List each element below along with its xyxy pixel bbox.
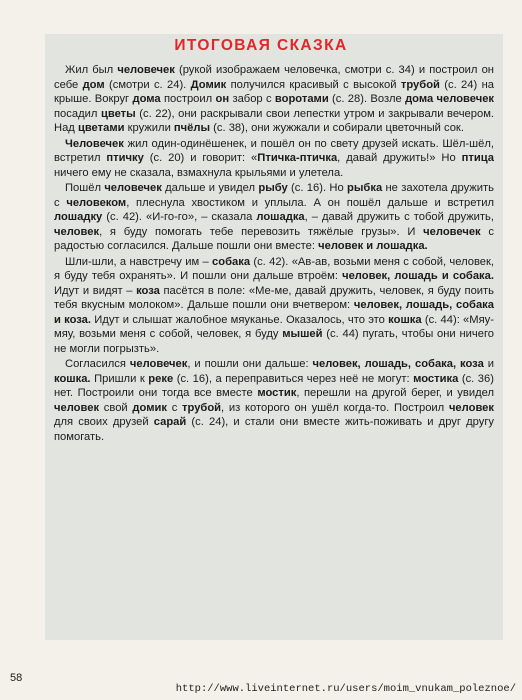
text-run: (с. 42). «Ав-ав, возьми меня с собой, человек, я буду тебя охранять». И пошли они дальше втроём: (54, 255, 494, 282)
bold-keyword: коза (136, 284, 160, 297)
bold-keyword: воротами (274, 93, 329, 105)
bold-keyword: человечек (117, 64, 175, 76)
story-text (54, 63, 494, 444)
bold-keyword: цветами (77, 122, 125, 134)
bold-keyword: Домик (190, 78, 227, 91)
text-run: (с. 16), а переправиться через неё не могут: (173, 372, 414, 385)
text-run: , и пошли они дальше: (187, 358, 313, 370)
text-run: Идут и слышат жалобное мяуканье. Оказалось, что это (91, 313, 389, 326)
bold-keyword: рыбу (258, 182, 288, 194)
bold-keyword: Человечек (65, 137, 124, 150)
bold-keyword: домик (132, 401, 167, 414)
text-run: (с. 28). Возле (328, 93, 406, 105)
bold-keyword: мышей (282, 328, 323, 340)
bold-keyword: человечек (129, 358, 188, 370)
bold-keyword: сарай (153, 416, 187, 428)
bold-keyword: трубой (400, 78, 440, 91)
text-run: (смотри с. 24). (104, 78, 191, 91)
text-run: (с. 24), и стали они вместе жить-поживать и друг другу помогать. (54, 416, 495, 443)
bold-keyword: трубой (182, 401, 222, 414)
story-paragraph (54, 137, 494, 181)
bold-keyword: мостик (257, 387, 297, 399)
bold-keyword: лошадку (54, 211, 103, 223)
text-run: (с. 44): «Мяу-мяу, возьми меня с собой, человек, я буду (54, 313, 494, 340)
bold-keyword: кошка (388, 313, 422, 326)
text-run: Пошёл (65, 182, 105, 194)
text-run: Жил был (65, 64, 118, 76)
text-run: Пришли к (90, 372, 149, 385)
bold-keyword: кошка. (54, 372, 91, 385)
text-run: (с. 22), они раскрывали свои лепестки утром и закрывали вечером. Над (54, 107, 494, 134)
bold-keyword: человек (54, 401, 100, 414)
text-run: Шли-шли, а навстречу им – (65, 255, 213, 268)
text-run: посадил (54, 107, 101, 120)
text-run: для своих друзей (54, 416, 154, 428)
text-run: , перешли на другой берег, и увидел (296, 387, 494, 399)
bold-keyword: он (215, 93, 230, 105)
bold-keyword: птичку (106, 152, 144, 164)
text-run: свой (99, 401, 133, 414)
text-run: (с. 42). «И-го-го», – сказала (102, 211, 257, 223)
bold-keyword: человек и лошадка. (318, 240, 428, 252)
bold-keyword: пчёлы (173, 122, 211, 134)
bold-keyword: рыбка (347, 182, 383, 194)
page-title: ИТОГОВАЯ СКАЗКА (174, 37, 348, 54)
bold-keyword: цветы (100, 107, 136, 120)
text-run: , давай дружить!» Но (337, 152, 462, 164)
text-run: , я буду помогать тебе перевозить тяжёлые грузы». И (99, 225, 424, 238)
story-paragraph (54, 255, 494, 357)
text-run: (с. 20) и говорит: « (143, 152, 258, 164)
bold-keyword: Птичка-птичка (257, 152, 338, 164)
text-run: ничего ему не сказала, взмахнула крыльями и улетела. (54, 166, 344, 179)
text-run: пасётся в поле: «Ме-ме, давай дружить, человек, я буду поить тебя вкусным молоком». Дальше пошли они вчетвером: (54, 284, 494, 311)
text-run: жил один-одинёшенек, и пошёл он по свету друзей искать. Шёл-шёл, встретил (54, 137, 494, 164)
story-paragraph (54, 357, 494, 444)
bold-keyword: человечек (104, 182, 162, 194)
text-run: получился красивый с высокой (226, 78, 401, 91)
story-paragraph (54, 181, 494, 254)
bold-keyword: птица (461, 152, 494, 164)
text-run: , из которого он ушёл когда-то. Построил (221, 401, 449, 414)
text-run: с (166, 401, 183, 414)
bold-keyword: лошадка (256, 211, 305, 223)
text-run: (рукой изображаем человечка, смотри с. 34) и построил он себе (54, 64, 494, 91)
text-run: построил (160, 93, 216, 105)
text-run: кружили (124, 122, 174, 134)
text-run: (с. 24) на крыше. Вокруг (54, 78, 494, 105)
watermark-url: http://www.liveinternet.ru/users/moim_vnukam_poleznoe/ (175, 683, 516, 695)
text-run: (с. 36) нет. Построили они тогда все вместе (54, 372, 494, 399)
bold-keyword: человечек (423, 225, 481, 238)
text-run: (с. 38), они жужжали и собирали цветочный сок. (210, 122, 464, 134)
text-run: Согласился (65, 358, 130, 370)
bold-keyword: человеком (66, 196, 127, 209)
bold-keyword: реке (148, 372, 174, 385)
bold-keyword: человек (448, 401, 494, 414)
bold-keyword: дома (132, 93, 161, 105)
text-run: , – давай дружить с тобой дружить, (304, 211, 494, 223)
page-number: 58 (10, 672, 23, 684)
text-run: , плеснула хвостиком и уплыла. А он пошёл дальше и встретил (126, 196, 494, 209)
text-run: дальше и увидел (161, 182, 259, 194)
text-run: Идут и видят – (54, 284, 137, 297)
text-run: (с. 44) пугать, чтобы они ничего не могли погрызть». (54, 328, 494, 355)
text-run: не захотела дружить с (54, 182, 494, 209)
bold-keyword: дома человечек (405, 93, 495, 105)
bold-keyword: человек, лошадь и собака. (342, 270, 494, 282)
bold-keyword: человек, лошадь, собака, коза (312, 358, 484, 370)
bold-keyword: человек (54, 225, 100, 238)
bold-keyword: дом (82, 78, 105, 91)
text-run: и (483, 358, 494, 370)
text-run: забор с (229, 93, 275, 105)
text-run: (с. 16). Но (287, 182, 348, 194)
bold-keyword: человек, лошадь, собака и коза. (54, 299, 495, 326)
story-paragraph (54, 63, 494, 136)
text-run: с радостью согласился. Дальше пошли они вместе: (54, 225, 494, 252)
bold-keyword: мостика (413, 372, 459, 385)
bold-keyword: собака (212, 255, 251, 268)
